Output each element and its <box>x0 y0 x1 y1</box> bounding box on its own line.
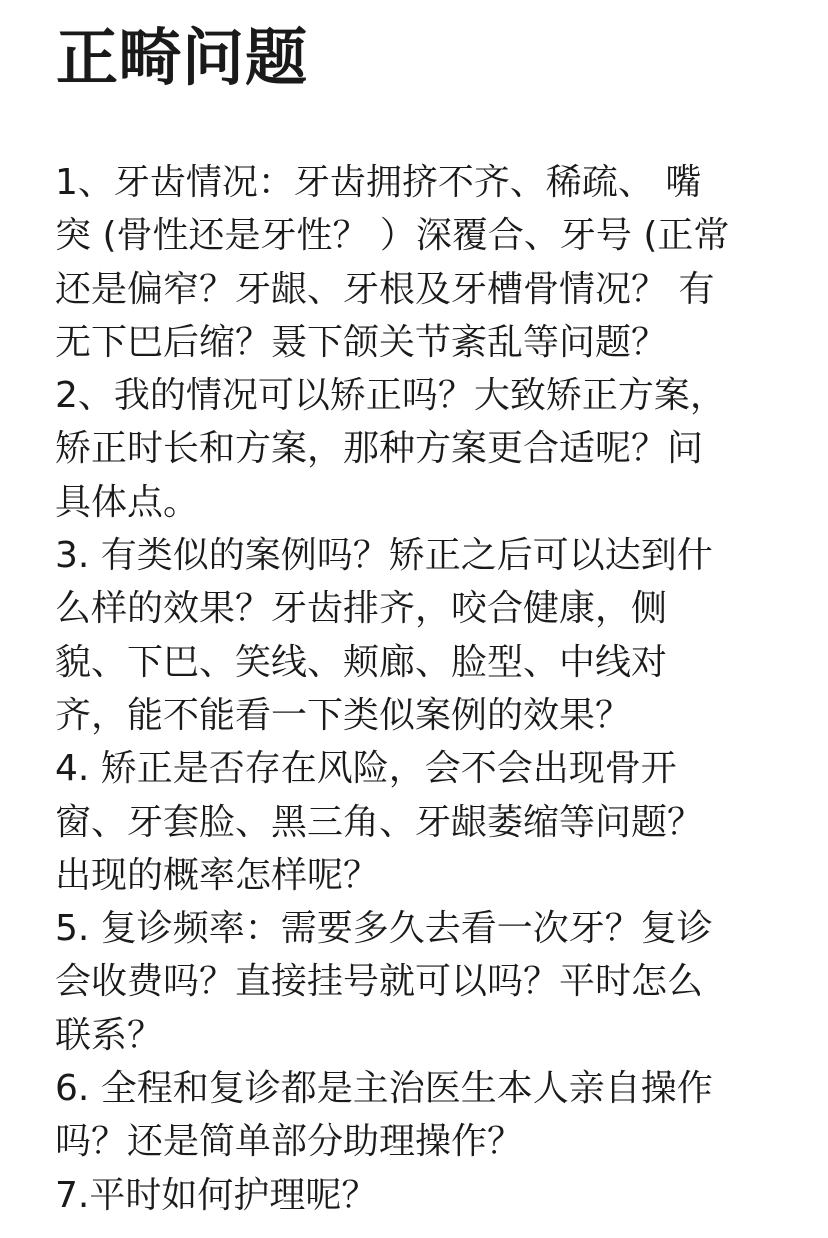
text-line: 联系？ <box>55 1014 164 1056</box>
text-line: 齐，能不能看一下类似案例的效果？ <box>55 694 632 736</box>
text-line: 具体点。 <box>55 481 200 523</box>
text-line: 6. 全程和复诊都是主治医生本人亲自操作 <box>55 1068 713 1110</box>
text-line: 1、牙齿情况：牙齿拥挤不齐、稀疏、 嘴 <box>55 162 702 203</box>
text-line: 会收费吗？直接挂号就可以吗？平时怎么 <box>55 961 704 1003</box>
text-line: 窗、牙套脸、黑三角、牙龈萎缩等问题？ <box>55 801 704 843</box>
question-list <box>55 156 773 1222</box>
text-line: 4. 矫正是否存在风险，会不会出现骨开 <box>55 748 677 790</box>
text-line: 么样的效果？牙齿排齐，咬合健康，侧 <box>55 588 668 630</box>
text-line: 貌、下巴、笑线、颊廊、脸型、中线对 <box>55 641 668 683</box>
text-line: 出现的概率怎样呢？ <box>55 854 380 896</box>
page-title: 正畸问题 <box>56 21 309 94</box>
text-line: 还是偏窄？牙龈、牙根及牙槽骨情况？ 有 <box>55 268 715 310</box>
text-line: 无下巴后缩？聂下颌关节紊乱等问题？ <box>55 321 668 363</box>
text-line: 吗？还是简单部分助理操作？ <box>55 1121 524 1163</box>
text-line: 3. 有类似的案例吗？矫正之后可以达到什 <box>55 535 713 577</box>
text-line: 2、我的情况可以矫正吗？大致矫正方案， <box>55 375 726 417</box>
text-line: 7.平时如何护理呢？ <box>55 1174 378 1216</box>
text-line: 5. 复诊频率：需要多久去看一次牙？复诊 <box>55 908 713 950</box>
text-line: 突 (骨性还是牙性？ ）深覆合、牙号 (正常 <box>55 215 730 257</box>
text-line: 矫正时长和方案，那种方案更合适呢？问 <box>55 428 704 470</box>
